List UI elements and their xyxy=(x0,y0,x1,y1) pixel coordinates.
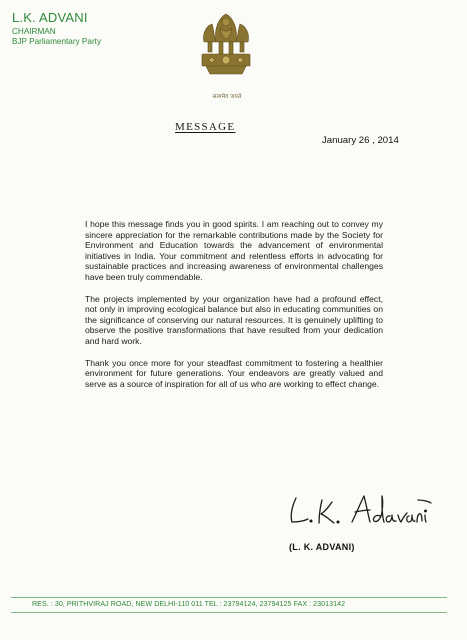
footer-rule-bottom xyxy=(11,612,447,613)
message-paragraph: I hope this message finds you in good spirits. I am reaching out to convey my sincere appreciation for the remarkable contributions made by the Society for Environment and Education towards the advancement of environmental initiatives in India. Your commitment and relentless efforts in advocating for sustainable practices and increasing awareness of environmental challenges have been truly commendable. xyxy=(85,219,383,282)
message-heading: MESSAGE xyxy=(175,121,236,133)
emblem-motto: सत्यमेव जयते xyxy=(212,94,242,100)
handwritten-signature xyxy=(282,488,432,532)
letterhead-sender xyxy=(12,10,101,47)
footer-rule-top xyxy=(11,597,447,598)
sender-name: L.K. ADVANI xyxy=(12,10,88,25)
signatory-name: (L. K. ADVANI) xyxy=(289,542,355,552)
message-paragraph: The projects implemented by your organization have had a profound effect, not only in improving ecological balance but also in educating communities on the significance of conserving our natural resources. It is genuinely uplifting to observe the positive transformations that have resulted from your dedication and hard work. xyxy=(85,293,383,346)
national-emblem-icon xyxy=(196,8,256,88)
message-paragraph: Thank you once more for your steadfast commitment to fostering a healthier environment for future generations. Your endeavors are greatly valued and serve as a source of inspiration for all of us who are working to effect change. xyxy=(85,357,383,389)
sender-title: CHAIRMAN xyxy=(12,27,56,36)
message-body xyxy=(85,219,383,400)
sender-organization: BJP Parliamentary Party xyxy=(12,37,102,46)
footer-address: RES. : 30, PRITHVIRAJ ROAD, NEW DELHI-110 011 TEL : 23794124, 23794125 FAX : 23013142 xyxy=(32,600,346,608)
message-date: January 26 , 2014 xyxy=(322,135,399,146)
